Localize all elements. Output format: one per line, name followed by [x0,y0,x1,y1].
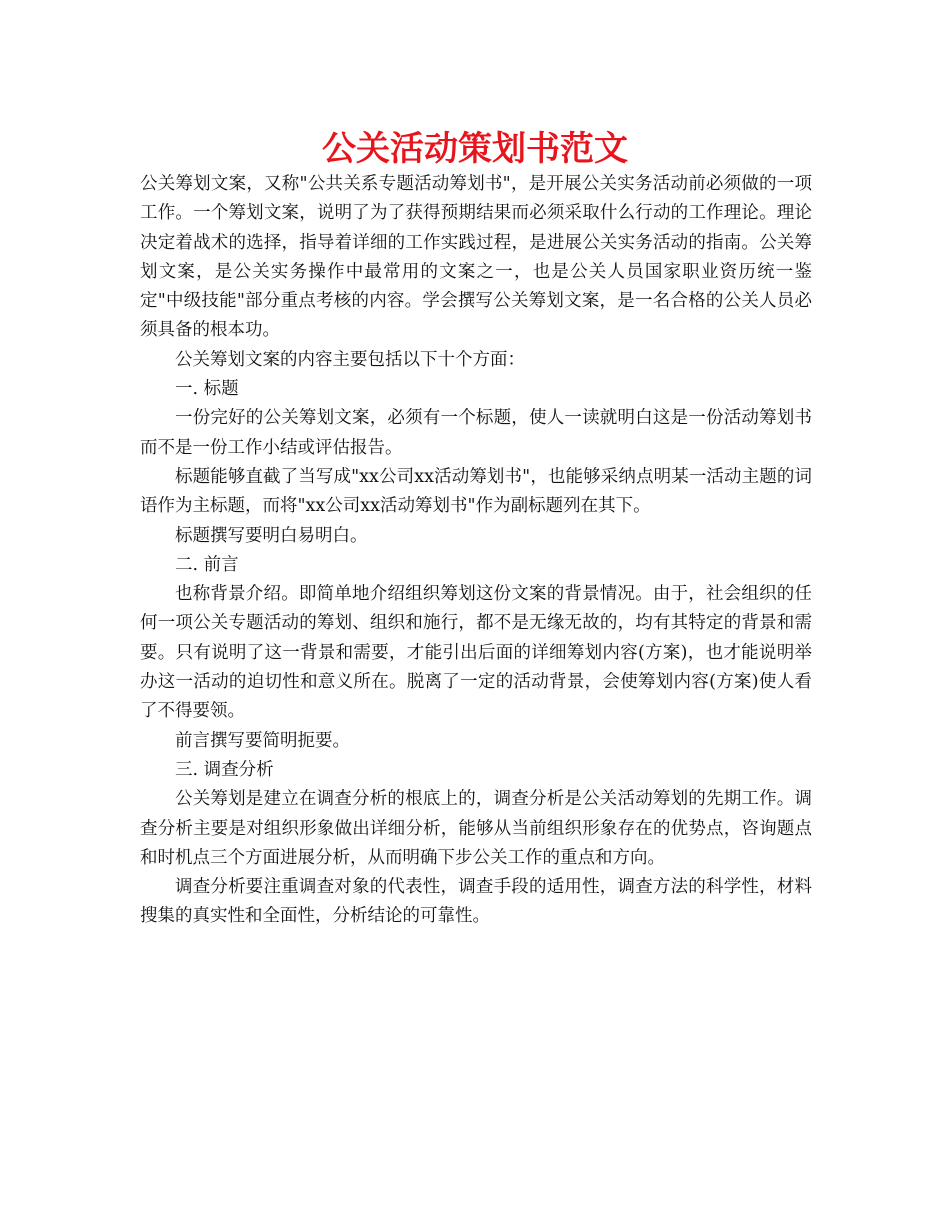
paragraph-title-3: 标题撰写要明白易明白。 [175,525,368,546]
section-heading-analysis: 三. 调查分析 [175,759,274,780]
paragraph-overview: 公关筹划文案的内容主要包括以下十个方面： [175,349,525,370]
document-body [140,170,812,932]
paragraph-analysis-1: 公关筹划是建立在调查分析的根底上的，调查分析是公关活动筹划的先期工作。调查分析主要是对组织形象做出详细分析，能够从当前组织形象存在的优势点，咨询题点和时机点三个方面进展分析，从而明确下步公关工作的重点和方向。 [140,789,812,868]
paragraph-analysis-2: 调查分析要注重调查对象的代表性，调查手段的适用性，调查方法的科学性，材料搜集的真实性和全面性，分析结论的可靠性。 [140,877,812,927]
paragraph-intro: 公关筹划文案，又称"公共关系专题活动筹划书"，是开展公关实务活动前必须做的一项工作。一个筹划文案，说明了为了获得预期结果而必须采取什么行动的工作理论。理论决定着战术的选择，指导着详细的工作实践过程，是进展公关实务活动的指南。公关筹划文案，是公关实务操作中最常用的文案之一，也是公关人员国家职业资历统一鉴定"中级技能"部分重点考核的内容。学会撰写公关筹划文案，是一名合格的公关人员必须具备的根本功。 [140,174,812,341]
paragraph-title-2: 标题能够直截了当写成"xx公司xx活动筹划书"，也能够采纳点明某一活动主题的词语作为主标题，而将"xx公司xx活动筹划书"作为副标题列在其下。 [140,466,812,517]
section-heading-title: 一. 标题 [175,379,239,400]
section-heading-preface: 二. 前言 [175,554,239,575]
paragraph-title-1: 一份完好的公关筹划文案，必须有一个标题，使人一读就明白这是一份活动筹划书而不是一份工作小结或评估报告。 [140,408,812,458]
document-title: 公关活动策划书范文 [322,129,628,169]
paragraph-preface-2: 前言撰写要简明扼要。 [175,730,350,751]
paragraph-preface-1: 也称背景介绍。即简单地介绍组织筹划这份文案的背景情况。由于，社会组织的任何一项公关专题活动的筹划、组织和施行，都不是无缘无故的，均有其特定的背景和需要。只有说明了这一背景和需要，才能引出后面的详细筹划内容(方案)，也才能说明举办这一活动的迫切性和意义所在。脱离了一定的活动背景，会使筹划内容(方案)使人看了不得要领。 [140,584,812,722]
